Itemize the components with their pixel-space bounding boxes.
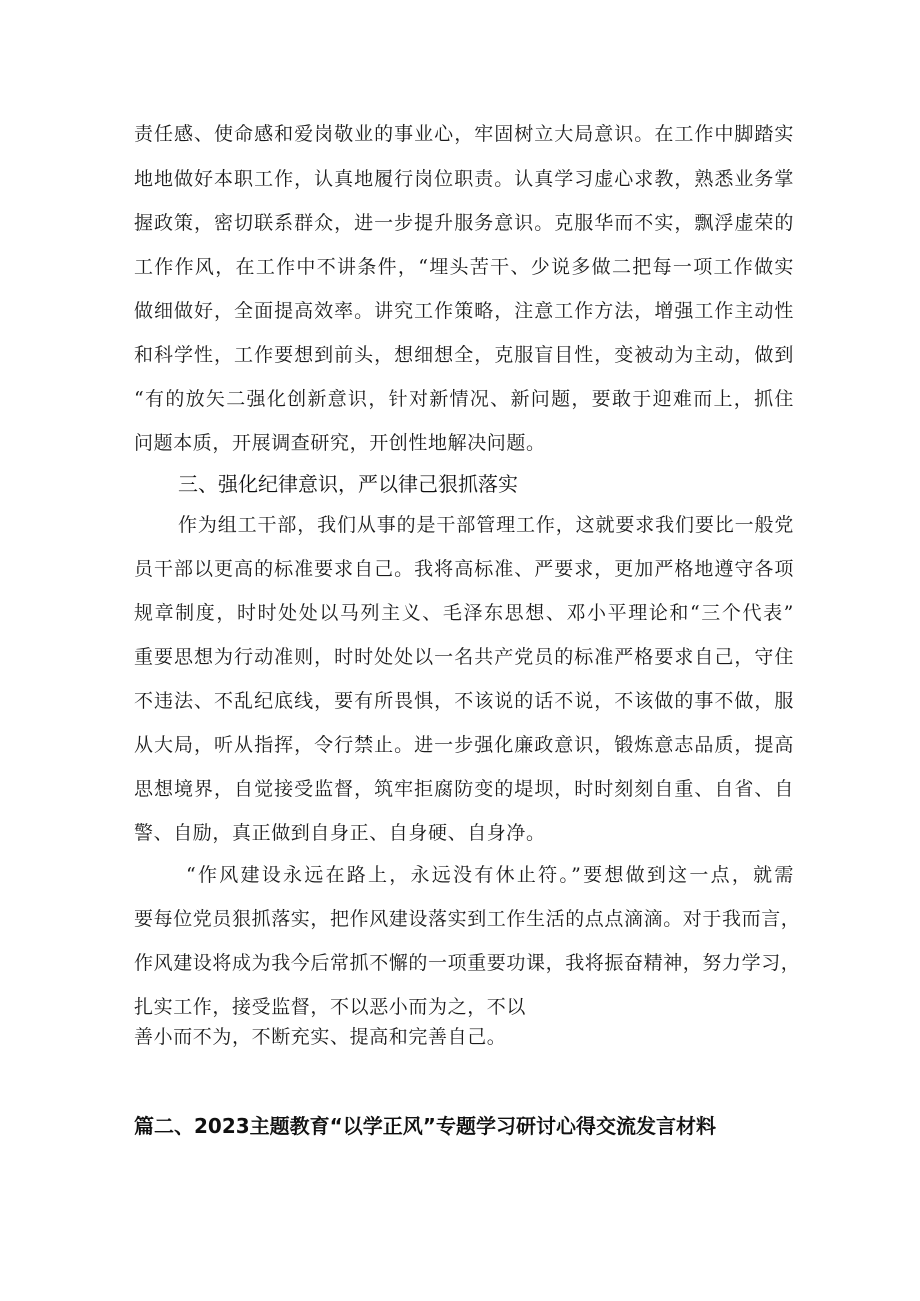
paragraph-3-line-2: 要每位党员狠抓落实，把作风建设落实到工作生活的点点滴滴。对于我而言， [134,908,801,930]
paragraph-1-line-3: 握政策，密切联系群众，进一步提升服务意识。克服华而不实，飘浮虚荣的 [134,212,794,234]
paragraph-1-line-1: 责任感、使命感和爱岗敬业的事业心，牢固树立大局意识。在工作中脚踏实 [134,123,794,145]
chapter-title: 篇二、2023主题教育“以学正风”专题学习研讨心得交流发言材料 [134,1114,716,1138]
paragraph-2-line-7: 思想境界，自觉接受监督，筑牢拒腐防变的堤坝，时时刻刻自重、自省、自 [134,778,794,800]
paragraph-3-line-4: 扎实工作，接受监督，不以恶小而为之，不以 [134,996,527,1018]
paragraph-1-line-5: 做细做好，全面提高效率。讲究工作策略，注意工作方法，增强工作主动性 [134,300,794,322]
paragraph-1-line-6: 和科学性，工作要想到前头，想细想全，克服盲目性，变被动为主动，做到 [134,344,794,366]
paragraph-2-line-2: 员干部以更高的标准要求自己。我将高标准、严要求，更加严格地遵守各项 [134,558,794,580]
section-heading: 三、强化纪律意识，严以律己狠抓落实 [178,472,518,496]
paragraph-3-line-1: “作风建设永远在路上，永远没有休止符。”要想做到这一点，就需 [186,864,794,886]
paragraph-2-line-5: 不违法、不乱纪底线，要有所畏惧，不该说的话不说，不该做的事不做，服 [134,690,794,712]
paragraph-3-line-3: 作风建设将成为我今后常抓不懈的一项重要功课，我将振奋精神，努力学习， [134,952,801,974]
paragraph-1-line-8: 问题本质，开展调查研究，开创性地解决问题。 [134,432,546,454]
paragraph-3-line-5: 善小而不为，不断充实、提高和完善自己。 [134,1026,507,1048]
paragraph-1-line-4: 工作作风，在工作中不讲条件，“埋头苦干、少说多做二把每一项工作做实 [134,256,794,278]
paragraph-2-line-1: 作为组工干部，我们从事的是干部管理工作，这就要求我们要比一般党 [178,514,794,536]
paragraph-2-line-4: 重要思想为行动准则，时时处处以一名共产党员的标准严格要求自己，守住 [134,646,794,668]
paragraph-1-line-2: 地地做好本职工作，认真地履行岗位职责。认真学习虚心求教，熟悉业务掌 [134,168,794,190]
paragraph-2-line-3: 规章制度，时时处处以马列主义、毛泽东思想、邓小平理论和“三个代表” [134,602,794,624]
paragraph-2-line-6: 从大局，听从指挥，令行禁止。进一步强化廉政意识，锻炼意志品质，提高 [134,734,794,756]
paragraph-1-line-7: “有的放矢二强化创新意识，针对新情况、新问题，要敢于迎难而上，抓住 [134,388,794,410]
paragraph-2-line-8: 警、自励，真正做到自身正、自身硬、自身净。 [134,822,546,844]
